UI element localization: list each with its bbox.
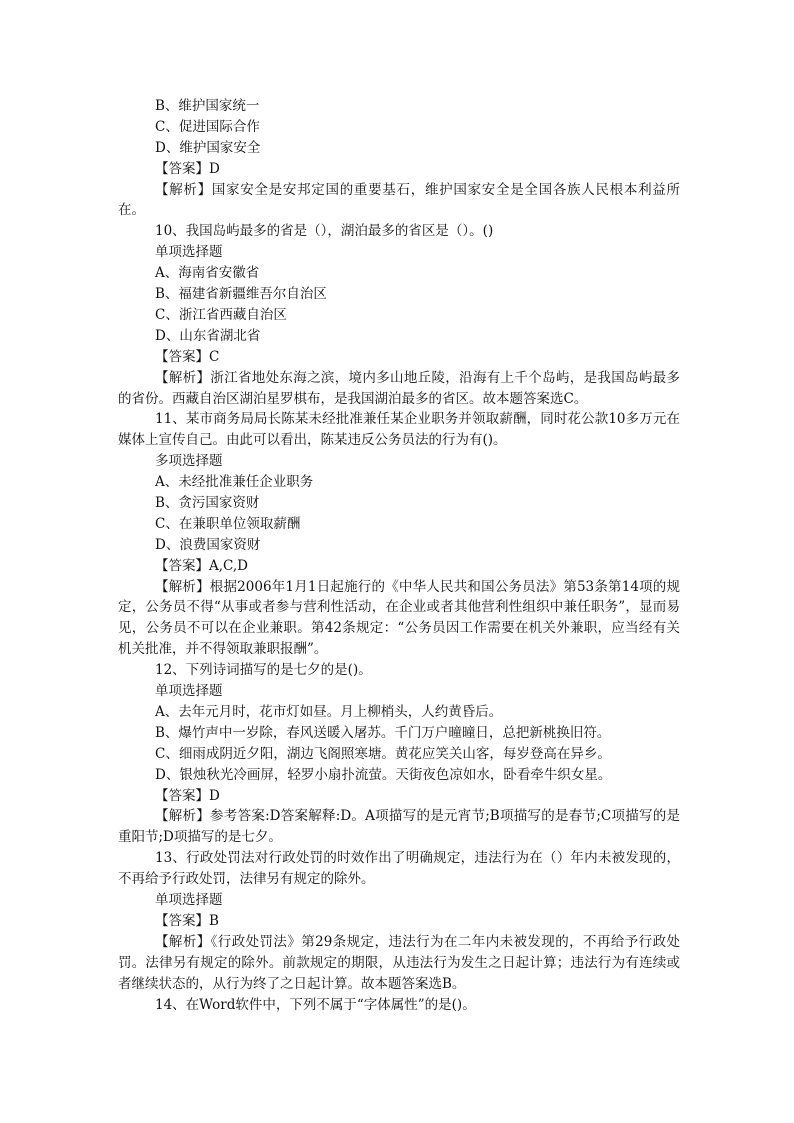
- explanation: 【解析】国家安全是安邦定国的重要基石，维护国家安全是全国各族人民根本利益所在。: [118, 181, 680, 219]
- option-d: D、银烛秋光冷画屏，轻罗小扇扑流萤。天街夜色凉如水，卧看牵牛织女星。: [155, 766, 612, 783]
- option-d: D、浪费国家资财: [155, 536, 261, 553]
- question-13: 13、行政处罚法对行政处罚的时效作出了明确规定，违法行为在（）年内未被发现的，不再给予行政处罚，法律另有规定的除外。: [118, 850, 680, 888]
- question-type: 单项选择题: [155, 892, 223, 909]
- option-c: C、促进国际合作: [155, 118, 260, 135]
- question-11: 11、某市商务局局长陈某未经批准兼任某企业职务并领取薪酬，同时花公款10多万元在媒体上宣传自己。由此可以看出，陈某违反公务员法的行为有()。: [118, 411, 680, 449]
- option-a: A、去年元月时，花市灯如昼。月上柳梢头，人约黄昏后。: [155, 703, 503, 720]
- answer: 【答案】D: [155, 787, 220, 804]
- question-type: 单项选择题: [155, 244, 223, 261]
- explanation: 【解析】参考答案:D答案解释:D。A项描写的是元宵节;B项描写的是春节;C项描写的是重阳节;D项描写的是七夕。: [118, 808, 680, 846]
- option-b: B、贪污国家资财: [155, 495, 260, 512]
- option-b: B、福建省新疆维吾尔自治区: [155, 286, 327, 303]
- option-a: A、未经批准兼任企业职务: [155, 474, 314, 491]
- option-d: D、山东省湖北省: [155, 327, 261, 344]
- answer: 【答案】A,C,D: [155, 557, 249, 574]
- answer: 【答案】D: [155, 160, 220, 177]
- option-b: B、爆竹声中一岁除，春风送暖入屠苏。千门万户曈曈日，总把新桃换旧符。: [155, 724, 611, 741]
- option-c: C、细雨成阴近夕阳，湖边飞阁照寒塘。黄花应笑关山客，每岁登高在异乡。: [155, 745, 611, 762]
- document-body: [118, 96, 680, 1015]
- question-type: 单项选择题: [155, 683, 223, 700]
- answer: 【答案】B: [155, 912, 219, 929]
- option-d: D、维护国家安全: [155, 139, 261, 156]
- option-c: C、在兼职单位领取薪酬: [155, 515, 301, 532]
- explanation: 【解析】《行政处罚法》第29条规定，违法行为在二年内未被发现的，不再给予行政处罚。法律另有规定的除外。前款规定的期限，从违法行为发生之日起计算；违法行为有连续或者继续状态的，从行为终了之日起计算。故本题答案选B。: [118, 933, 680, 992]
- question-14: 14、在Word软件中，下列不属于“字体属性”的是()。: [155, 996, 476, 1013]
- question-10: 10、我国岛屿最多的省是（），湖泊最多的省区是（）。(): [155, 223, 494, 240]
- explanation: 【解析】浙江省地处东海之滨，境内多山地丘陵，沿海有上千个岛屿，是我国岛屿最多的省份。西藏自治区湖泊星罗棋布，是我国湖泊最多的省区。故本题答案选C。: [118, 369, 680, 407]
- option-a: A、海南省安徽省: [155, 265, 260, 282]
- question-type: 多项选择题: [155, 453, 223, 470]
- question-12: 12、下列诗词描写的是七夕的是()。: [155, 662, 372, 679]
- option-c: C、浙江省西藏自治区: [155, 306, 287, 323]
- explanation: 【解析】根据2006年1月1日起施行的《中华人民共和国公务员法》第53条第14项的规定，公务员不得“从事或者参与营利性活动，在企业或者其他营利性组织中兼任职务”，显而易见，公务员不可以在企业兼职。第42条规定：“公务员因工作需要在机关外兼职，应当经有关机关批准，并不得领取兼职报酬”。: [118, 578, 680, 658]
- option-b: B、维护国家统一: [155, 98, 260, 114]
- answer: 【答案】C: [155, 348, 220, 365]
